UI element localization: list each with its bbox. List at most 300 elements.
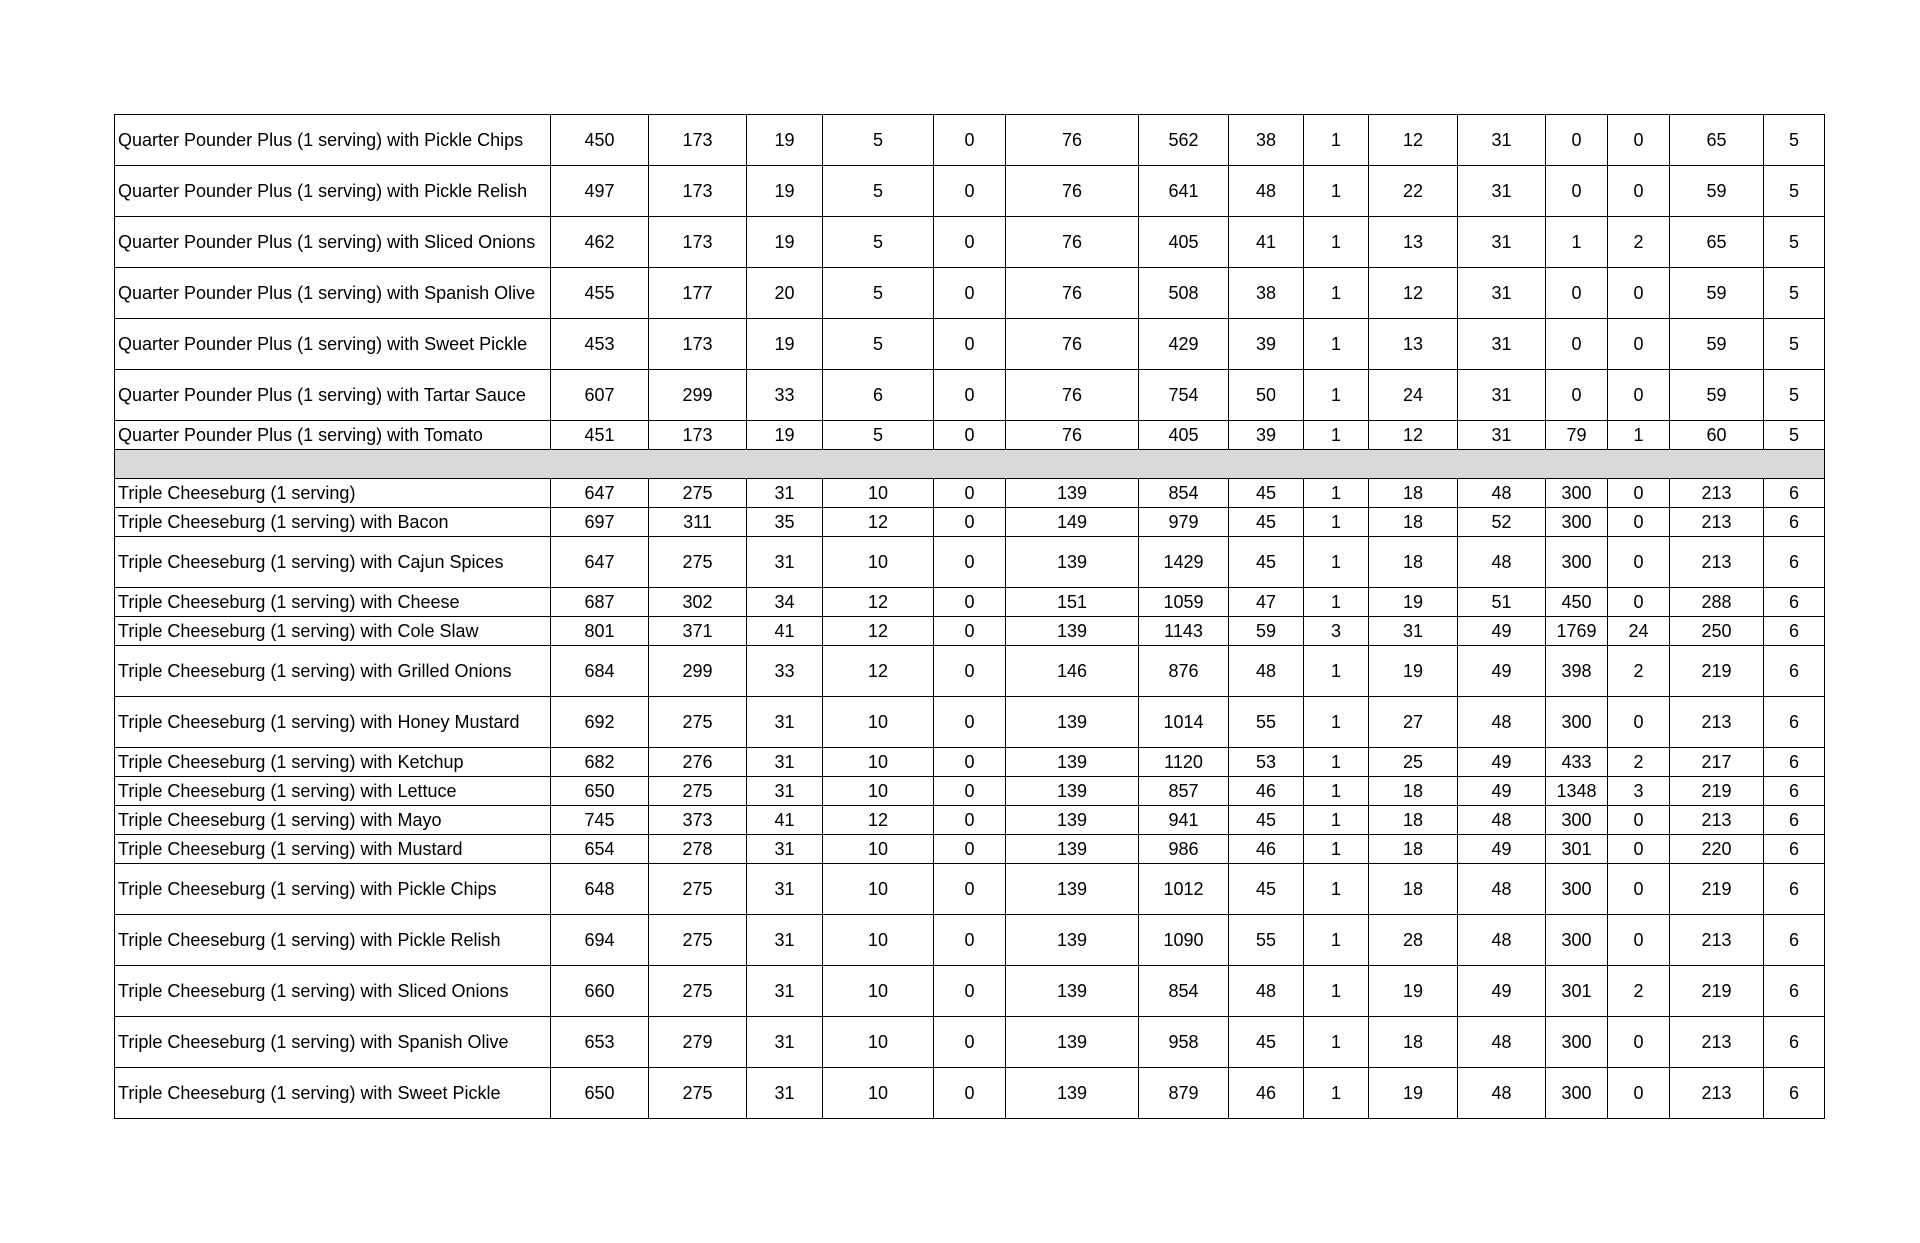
- table-row: [115, 646, 1825, 697]
- item-name-cell: Quarter Pounder Plus (1 serving) with Tomato: [115, 421, 551, 450]
- value-cell: 0: [1608, 588, 1670, 617]
- value-cell: 31: [747, 537, 823, 588]
- value-cell: 0: [1608, 806, 1670, 835]
- value-cell: 45: [1229, 806, 1304, 835]
- value-cell: 219: [1670, 646, 1764, 697]
- value-cell: 405: [1139, 217, 1229, 268]
- value-cell: 45: [1229, 864, 1304, 915]
- value-cell: 20: [747, 268, 823, 319]
- value-cell: 38: [1229, 115, 1304, 166]
- value-cell: 10: [823, 479, 934, 508]
- item-name-cell: Triple Cheeseburg (1 serving) with Pickle Chips: [115, 864, 551, 915]
- value-cell: 1: [1304, 748, 1369, 777]
- value-cell: 39: [1229, 319, 1304, 370]
- value-cell: 0: [1608, 835, 1670, 864]
- value-cell: 1: [1304, 370, 1369, 421]
- value-cell: 10: [823, 864, 934, 915]
- value-cell: 648: [551, 864, 649, 915]
- value-cell: 45: [1229, 537, 1304, 588]
- value-cell: 6: [1764, 588, 1825, 617]
- value-cell: 31: [747, 748, 823, 777]
- value-cell: 50: [1229, 370, 1304, 421]
- value-cell: 0: [934, 966, 1006, 1017]
- value-cell: 6: [823, 370, 934, 421]
- value-cell: 301: [1546, 835, 1608, 864]
- value-cell: 1: [1304, 166, 1369, 217]
- value-cell: 151: [1006, 588, 1139, 617]
- value-cell: 0: [934, 864, 1006, 915]
- value-cell: 10: [823, 537, 934, 588]
- value-cell: 10: [823, 748, 934, 777]
- value-cell: 508: [1139, 268, 1229, 319]
- value-cell: 250: [1670, 617, 1764, 646]
- value-cell: 213: [1670, 508, 1764, 537]
- value-cell: 275: [649, 1068, 747, 1119]
- value-cell: 6: [1764, 806, 1825, 835]
- value-cell: 1014: [1139, 697, 1229, 748]
- value-cell: 59: [1670, 166, 1764, 217]
- value-cell: 139: [1006, 479, 1139, 508]
- value-cell: 19: [747, 421, 823, 450]
- value-cell: 45: [1229, 508, 1304, 537]
- item-name-cell: Triple Cheeseburg (1 serving) with Mustard: [115, 835, 551, 864]
- value-cell: 0: [1608, 115, 1670, 166]
- value-cell: 371: [649, 617, 747, 646]
- table-row: [115, 479, 1825, 508]
- value-cell: 6: [1764, 966, 1825, 1017]
- item-name-cell: Triple Cheeseburg (1 serving) with Mayo: [115, 806, 551, 835]
- value-cell: 0: [934, 421, 1006, 450]
- value-cell: 497: [551, 166, 649, 217]
- value-cell: 48: [1458, 479, 1546, 508]
- value-cell: 31: [747, 835, 823, 864]
- value-cell: 139: [1006, 697, 1139, 748]
- value-cell: 13: [1369, 319, 1458, 370]
- value-cell: 0: [1546, 268, 1608, 319]
- value-cell: 1090: [1139, 915, 1229, 966]
- value-cell: 213: [1670, 1017, 1764, 1068]
- value-cell: 854: [1139, 479, 1229, 508]
- value-cell: 278: [649, 835, 747, 864]
- value-cell: 59: [1670, 268, 1764, 319]
- value-cell: 31: [747, 966, 823, 1017]
- value-cell: 5: [823, 319, 934, 370]
- value-cell: 0: [934, 748, 1006, 777]
- value-cell: 5: [1764, 166, 1825, 217]
- value-cell: 0: [934, 835, 1006, 864]
- value-cell: 684: [551, 646, 649, 697]
- value-cell: 1: [1608, 421, 1670, 450]
- value-cell: 299: [649, 646, 747, 697]
- value-cell: 300: [1546, 864, 1608, 915]
- value-cell: 0: [934, 1068, 1006, 1119]
- item-name-cell: Triple Cheeseburg (1 serving) with Grilled Onions: [115, 646, 551, 697]
- value-cell: 48: [1229, 166, 1304, 217]
- value-cell: 139: [1006, 835, 1139, 864]
- item-name-cell: Quarter Pounder Plus (1 serving) with Pickle Relish: [115, 166, 551, 217]
- value-cell: 139: [1006, 617, 1139, 646]
- value-cell: 31: [1458, 217, 1546, 268]
- value-cell: 139: [1006, 1068, 1139, 1119]
- value-cell: 31: [1458, 370, 1546, 421]
- value-cell: 139: [1006, 1017, 1139, 1068]
- value-cell: 79: [1546, 421, 1608, 450]
- value-cell: 453: [551, 319, 649, 370]
- table-row: [115, 319, 1825, 370]
- table-row: [115, 617, 1825, 646]
- value-cell: 5: [823, 421, 934, 450]
- table-row: [115, 1068, 1825, 1119]
- value-cell: 1: [1304, 479, 1369, 508]
- table-row: [115, 588, 1825, 617]
- table-row: [115, 966, 1825, 1017]
- value-cell: 1: [1304, 646, 1369, 697]
- item-name-cell: Triple Cheeseburg (1 serving) with Cajun Spices: [115, 537, 551, 588]
- value-cell: 1: [1304, 1068, 1369, 1119]
- item-name-cell: Triple Cheeseburg (1 serving) with Sliced Onions: [115, 966, 551, 1017]
- value-cell: 19: [1369, 588, 1458, 617]
- value-cell: 1: [1304, 217, 1369, 268]
- value-cell: 641: [1139, 166, 1229, 217]
- value-cell: 220: [1670, 835, 1764, 864]
- item-name-cell: Triple Cheeseburg (1 serving): [115, 479, 551, 508]
- value-cell: 24: [1369, 370, 1458, 421]
- value-cell: 0: [934, 588, 1006, 617]
- value-cell: 6: [1764, 748, 1825, 777]
- value-cell: 986: [1139, 835, 1229, 864]
- value-cell: 1120: [1139, 748, 1229, 777]
- value-cell: 745: [551, 806, 649, 835]
- value-cell: 1: [1304, 915, 1369, 966]
- value-cell: 18: [1369, 508, 1458, 537]
- item-name-cell: Triple Cheeseburg (1 serving) with Bacon: [115, 508, 551, 537]
- value-cell: 650: [551, 1068, 649, 1119]
- value-cell: 146: [1006, 646, 1139, 697]
- value-cell: 0: [934, 166, 1006, 217]
- value-cell: 1: [1304, 508, 1369, 537]
- value-cell: 31: [1458, 115, 1546, 166]
- value-cell: 48: [1458, 697, 1546, 748]
- value-cell: 0: [1546, 370, 1608, 421]
- value-cell: 0: [1546, 319, 1608, 370]
- item-name-cell: Triple Cheeseburg (1 serving) with Cheese: [115, 588, 551, 617]
- value-cell: 879: [1139, 1068, 1229, 1119]
- value-cell: 275: [649, 777, 747, 806]
- value-cell: 275: [649, 864, 747, 915]
- value-cell: 650: [551, 777, 649, 806]
- value-cell: 6: [1764, 1068, 1825, 1119]
- item-name-cell: Triple Cheeseburg (1 serving) with Pickle Relish: [115, 915, 551, 966]
- value-cell: 300: [1546, 508, 1608, 537]
- value-cell: 0: [934, 319, 1006, 370]
- value-cell: 607: [551, 370, 649, 421]
- value-cell: 455: [551, 268, 649, 319]
- value-cell: 0: [1608, 479, 1670, 508]
- value-cell: 48: [1458, 1068, 1546, 1119]
- value-cell: 876: [1139, 646, 1229, 697]
- value-cell: 18: [1369, 537, 1458, 588]
- value-cell: 45: [1229, 1017, 1304, 1068]
- value-cell: 0: [934, 915, 1006, 966]
- value-cell: 219: [1670, 966, 1764, 1017]
- value-cell: 2: [1608, 646, 1670, 697]
- value-cell: 300: [1546, 1017, 1608, 1068]
- value-cell: 1059: [1139, 588, 1229, 617]
- value-cell: 0: [1608, 166, 1670, 217]
- value-cell: 13: [1369, 217, 1458, 268]
- value-cell: 275: [649, 966, 747, 1017]
- value-cell: 10: [823, 966, 934, 1017]
- value-cell: 1: [1304, 421, 1369, 450]
- table-row: [115, 864, 1825, 915]
- value-cell: 1: [1304, 777, 1369, 806]
- value-cell: 1429: [1139, 537, 1229, 588]
- value-cell: 19: [1369, 646, 1458, 697]
- value-cell: 139: [1006, 777, 1139, 806]
- item-name-cell: Quarter Pounder Plus (1 serving) with Pickle Chips: [115, 115, 551, 166]
- table-row: [115, 508, 1825, 537]
- value-cell: 6: [1764, 777, 1825, 806]
- value-cell: 139: [1006, 915, 1139, 966]
- value-cell: 279: [649, 1017, 747, 1068]
- value-cell: 19: [747, 217, 823, 268]
- table-row: [115, 777, 1825, 806]
- value-cell: 33: [747, 370, 823, 421]
- item-name-cell: Triple Cheeseburg (1 serving) with Lettuce: [115, 777, 551, 806]
- value-cell: 10: [823, 697, 934, 748]
- value-cell: 3: [1304, 617, 1369, 646]
- value-cell: 52: [1458, 508, 1546, 537]
- value-cell: 217: [1670, 748, 1764, 777]
- value-cell: 10: [823, 1068, 934, 1119]
- value-cell: 59: [1670, 370, 1764, 421]
- value-cell: 300: [1546, 1068, 1608, 1119]
- value-cell: 46: [1229, 1068, 1304, 1119]
- value-cell: 48: [1458, 864, 1546, 915]
- value-cell: 5: [823, 115, 934, 166]
- value-cell: 300: [1546, 915, 1608, 966]
- value-cell: 219: [1670, 777, 1764, 806]
- value-cell: 451: [551, 421, 649, 450]
- value-cell: 694: [551, 915, 649, 966]
- value-cell: 0: [1608, 1017, 1670, 1068]
- value-cell: 275: [649, 479, 747, 508]
- value-cell: 854: [1139, 966, 1229, 1017]
- value-cell: 139: [1006, 748, 1139, 777]
- value-cell: 462: [551, 217, 649, 268]
- value-cell: 33: [747, 646, 823, 697]
- value-cell: 6: [1764, 646, 1825, 697]
- value-cell: 48: [1229, 646, 1304, 697]
- value-cell: 562: [1139, 115, 1229, 166]
- value-cell: 6: [1764, 864, 1825, 915]
- value-cell: 6: [1764, 508, 1825, 537]
- value-cell: 0: [1608, 268, 1670, 319]
- value-cell: 0: [1608, 370, 1670, 421]
- value-cell: 958: [1139, 1017, 1229, 1068]
- value-cell: 213: [1670, 479, 1764, 508]
- value-cell: 2: [1608, 217, 1670, 268]
- value-cell: 0: [934, 777, 1006, 806]
- value-cell: 213: [1670, 1068, 1764, 1119]
- value-cell: 0: [934, 617, 1006, 646]
- value-cell: 692: [551, 697, 649, 748]
- value-cell: 34: [747, 588, 823, 617]
- value-cell: 6: [1764, 617, 1825, 646]
- value-cell: 302: [649, 588, 747, 617]
- value-cell: 5: [823, 217, 934, 268]
- value-cell: 10: [823, 777, 934, 806]
- value-cell: 0: [1608, 864, 1670, 915]
- value-cell: 300: [1546, 479, 1608, 508]
- value-cell: 2: [1608, 966, 1670, 1017]
- value-cell: 173: [649, 319, 747, 370]
- item-name-cell: Quarter Pounder Plus (1 serving) with Sliced Onions: [115, 217, 551, 268]
- value-cell: 41: [747, 806, 823, 835]
- value-cell: 647: [551, 537, 649, 588]
- value-cell: 12: [823, 588, 934, 617]
- value-cell: 1: [1304, 268, 1369, 319]
- value-cell: 0: [1608, 508, 1670, 537]
- value-cell: 10: [823, 835, 934, 864]
- value-cell: 275: [649, 915, 747, 966]
- value-cell: 55: [1229, 697, 1304, 748]
- value-cell: 1: [1304, 864, 1369, 915]
- value-cell: 653: [551, 1017, 649, 1068]
- value-cell: 1: [1546, 217, 1608, 268]
- value-cell: 76: [1006, 370, 1139, 421]
- value-cell: 19: [1369, 1068, 1458, 1119]
- item-name-cell: Triple Cheeseburg (1 serving) with Cole Slaw: [115, 617, 551, 646]
- table-row: [115, 748, 1825, 777]
- table-row: [115, 370, 1825, 421]
- value-cell: 275: [649, 537, 747, 588]
- value-cell: 60: [1670, 421, 1764, 450]
- value-cell: 31: [747, 864, 823, 915]
- value-cell: 450: [551, 115, 649, 166]
- value-cell: 139: [1006, 806, 1139, 835]
- value-cell: 1: [1304, 588, 1369, 617]
- value-cell: 31: [1458, 166, 1546, 217]
- value-cell: 429: [1139, 319, 1229, 370]
- value-cell: 1143: [1139, 617, 1229, 646]
- value-cell: 25: [1369, 748, 1458, 777]
- value-cell: 49: [1458, 966, 1546, 1017]
- item-name-cell: Quarter Pounder Plus (1 serving) with Sweet Pickle: [115, 319, 551, 370]
- value-cell: 22: [1369, 166, 1458, 217]
- value-cell: 801: [551, 617, 649, 646]
- value-cell: 47: [1229, 588, 1304, 617]
- value-cell: 1: [1304, 537, 1369, 588]
- value-cell: 39: [1229, 421, 1304, 450]
- value-cell: 31: [747, 1017, 823, 1068]
- value-cell: 12: [823, 508, 934, 537]
- value-cell: 450: [1546, 588, 1608, 617]
- value-cell: 6: [1764, 835, 1825, 864]
- value-cell: 857: [1139, 777, 1229, 806]
- value-cell: 41: [1229, 217, 1304, 268]
- value-cell: 76: [1006, 166, 1139, 217]
- value-cell: 300: [1546, 806, 1608, 835]
- value-cell: 28: [1369, 915, 1458, 966]
- value-cell: 45: [1229, 479, 1304, 508]
- value-cell: 1348: [1546, 777, 1608, 806]
- value-cell: 687: [551, 588, 649, 617]
- value-cell: 18: [1369, 777, 1458, 806]
- value-cell: 1: [1304, 697, 1369, 748]
- value-cell: 31: [747, 479, 823, 508]
- value-cell: 173: [649, 217, 747, 268]
- value-cell: 48: [1229, 966, 1304, 1017]
- value-cell: 0: [934, 370, 1006, 421]
- value-cell: 373: [649, 806, 747, 835]
- value-cell: 38: [1229, 268, 1304, 319]
- value-cell: 10: [823, 915, 934, 966]
- value-cell: 59: [1229, 617, 1304, 646]
- value-cell: 12: [823, 617, 934, 646]
- table-row: [115, 217, 1825, 268]
- value-cell: 19: [1369, 966, 1458, 1017]
- table-row: [115, 166, 1825, 217]
- value-cell: 76: [1006, 268, 1139, 319]
- value-cell: 139: [1006, 864, 1139, 915]
- value-cell: 288: [1670, 588, 1764, 617]
- value-cell: 18: [1369, 864, 1458, 915]
- value-cell: 660: [551, 966, 649, 1017]
- value-cell: 1: [1304, 115, 1369, 166]
- value-cell: 18: [1369, 806, 1458, 835]
- value-cell: 213: [1670, 915, 1764, 966]
- value-cell: 6: [1764, 1017, 1825, 1068]
- value-cell: 12: [1369, 421, 1458, 450]
- value-cell: 53: [1229, 748, 1304, 777]
- value-cell: 65: [1670, 115, 1764, 166]
- value-cell: 12: [1369, 115, 1458, 166]
- value-cell: 213: [1670, 697, 1764, 748]
- value-cell: 219: [1670, 864, 1764, 915]
- value-cell: 0: [1608, 1068, 1670, 1119]
- value-cell: 682: [551, 748, 649, 777]
- item-name-cell: Triple Cheeseburg (1 serving) with Honey Mustard: [115, 697, 551, 748]
- value-cell: 300: [1546, 537, 1608, 588]
- value-cell: 6: [1764, 537, 1825, 588]
- value-cell: 0: [1608, 319, 1670, 370]
- nutrition-table: [114, 114, 1825, 1119]
- value-cell: 31: [1458, 319, 1546, 370]
- value-cell: 276: [649, 748, 747, 777]
- value-cell: 46: [1229, 835, 1304, 864]
- value-cell: 41: [747, 617, 823, 646]
- value-cell: 76: [1006, 217, 1139, 268]
- value-cell: 1: [1304, 319, 1369, 370]
- value-cell: 55: [1229, 915, 1304, 966]
- value-cell: 49: [1458, 646, 1546, 697]
- value-cell: 0: [934, 217, 1006, 268]
- item-name-cell: Quarter Pounder Plus (1 serving) with Spanish Olive: [115, 268, 551, 319]
- value-cell: 139: [1006, 537, 1139, 588]
- value-cell: 12: [823, 806, 934, 835]
- value-cell: 35: [747, 508, 823, 537]
- table-row: [115, 697, 1825, 748]
- value-cell: 941: [1139, 806, 1229, 835]
- value-cell: 18: [1369, 835, 1458, 864]
- value-cell: 5: [1764, 421, 1825, 450]
- table-row: [115, 835, 1825, 864]
- value-cell: 5: [823, 166, 934, 217]
- value-cell: 51: [1458, 588, 1546, 617]
- value-cell: 18: [1369, 479, 1458, 508]
- value-cell: 49: [1458, 777, 1546, 806]
